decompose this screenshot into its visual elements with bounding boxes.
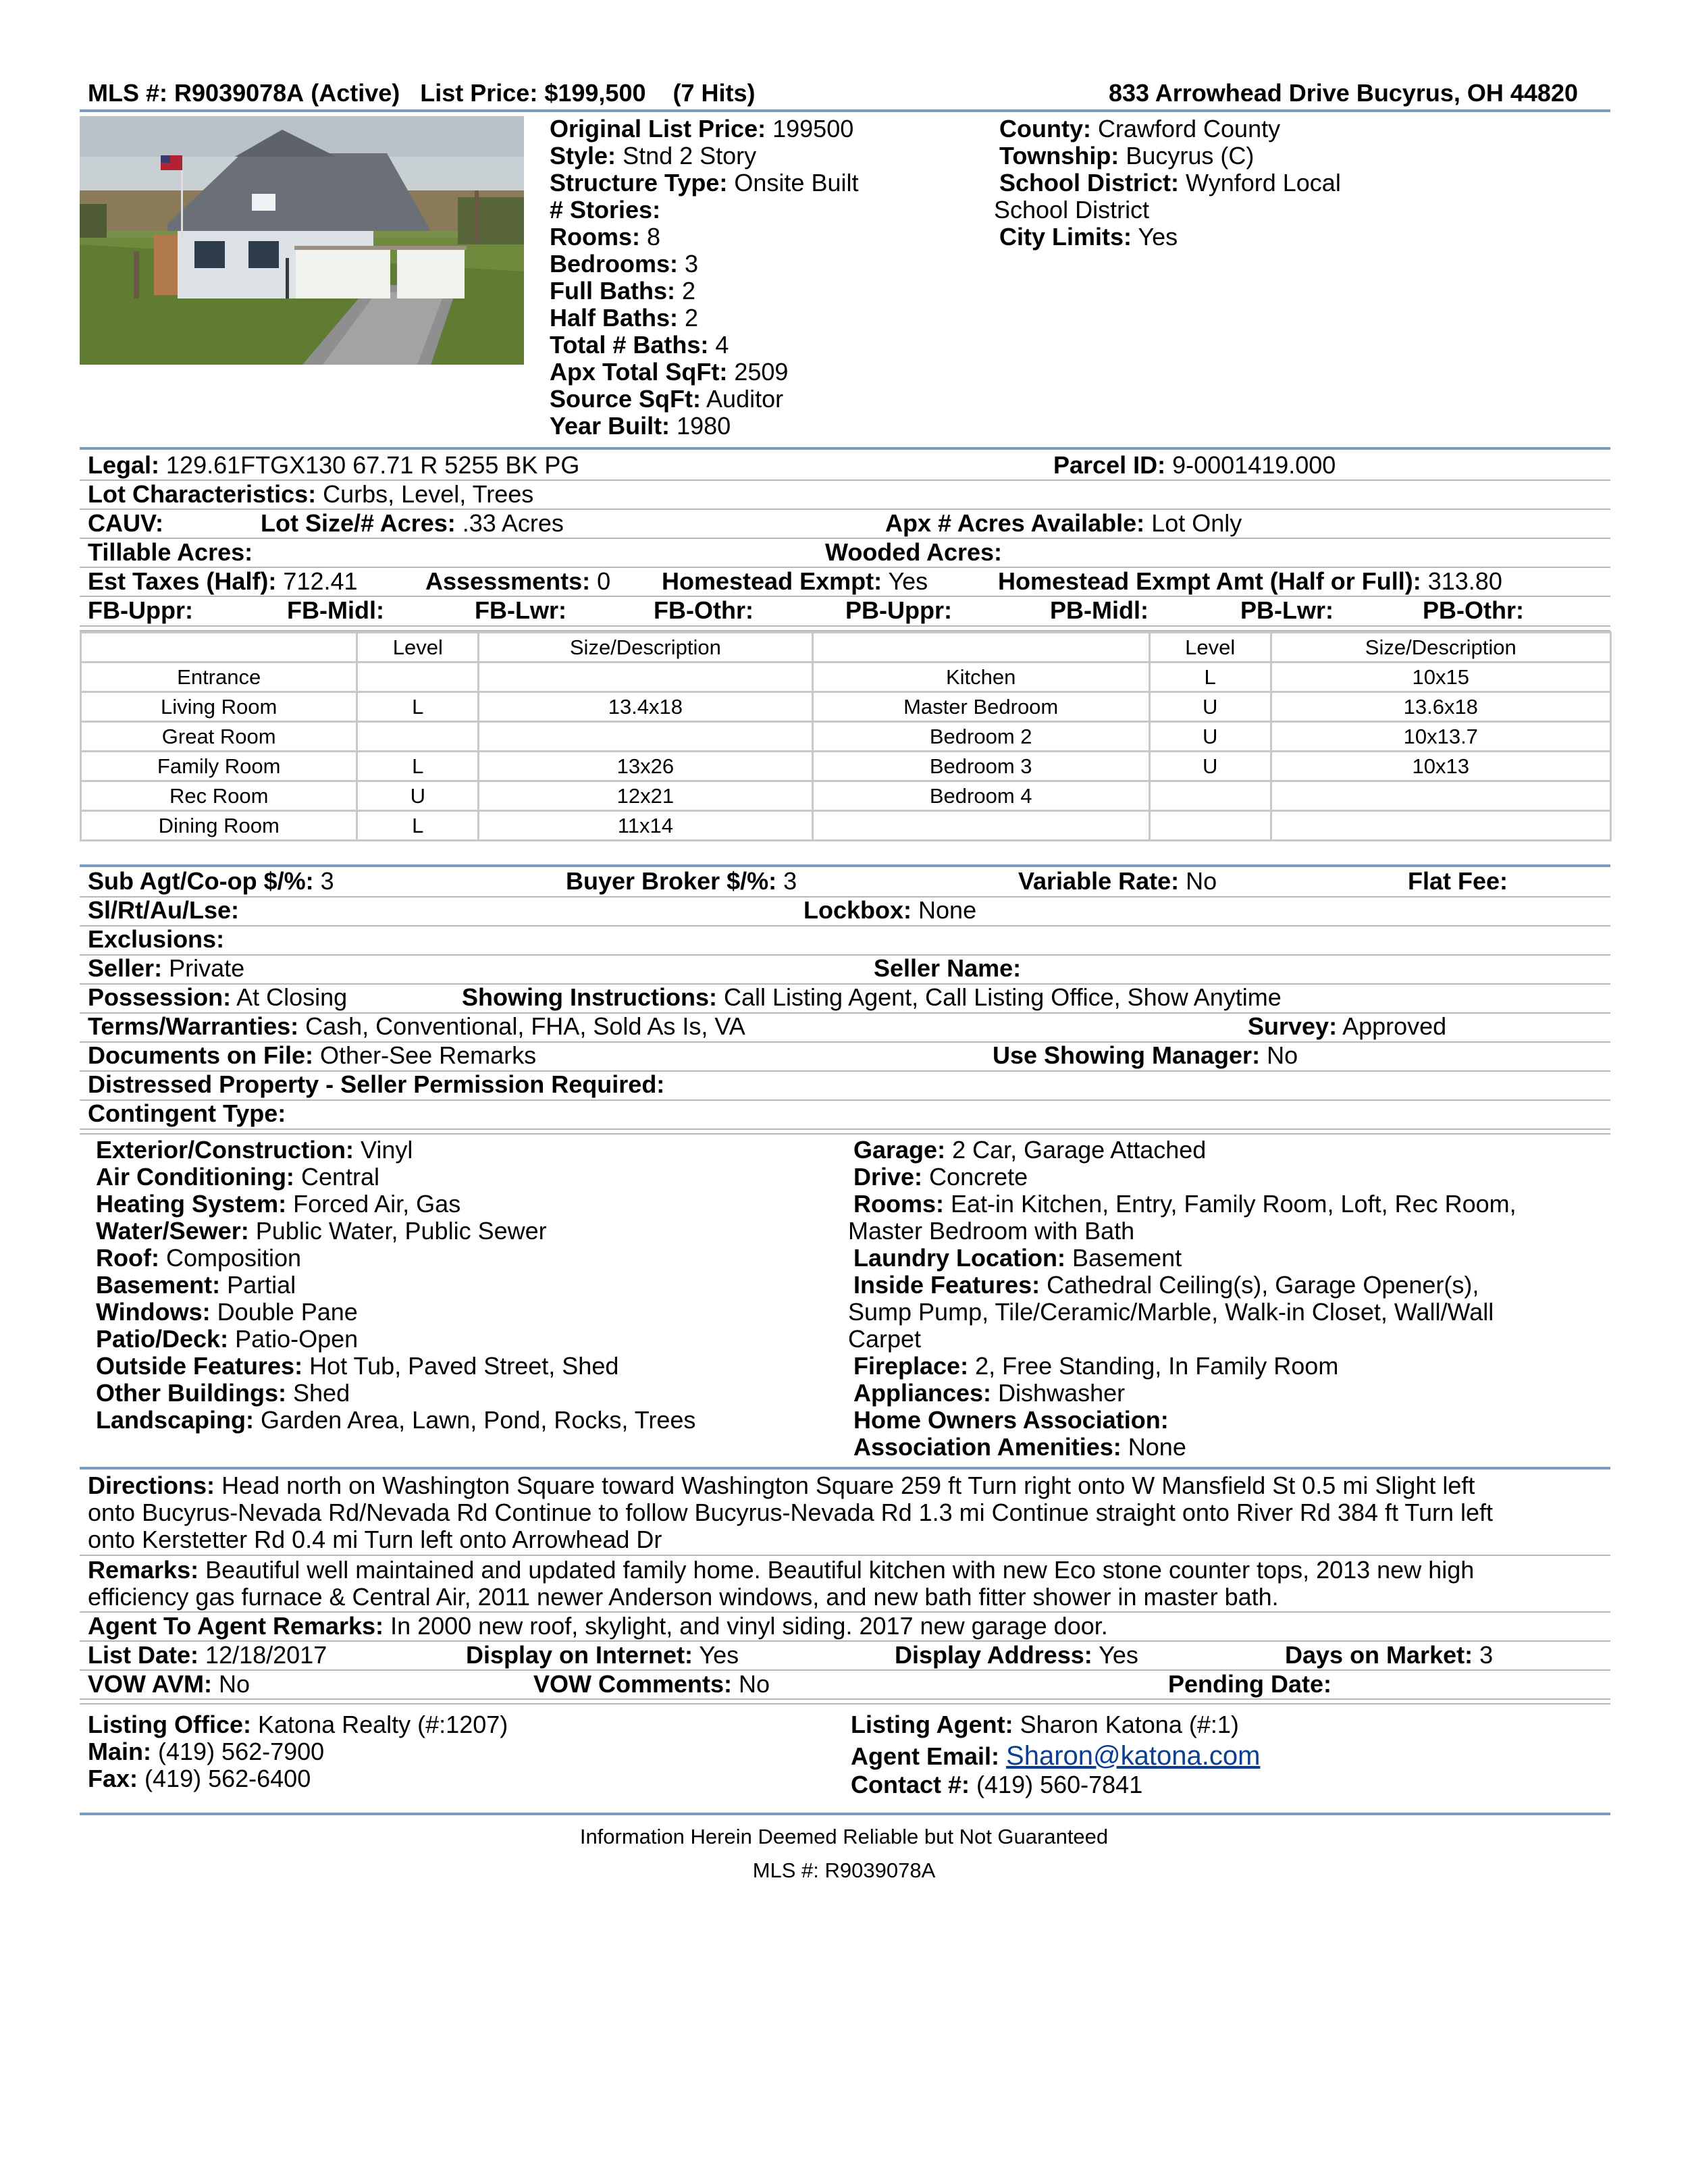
windows: Windows: Double Pane — [96, 1298, 358, 1326]
agent-remarks: Agent To Agent Remarks: In 2000 new roof, skylight, and vinyl siding. 2017 new garage door. — [88, 1612, 1108, 1640]
table-row — [81, 692, 1611, 722]
pb-midl: PB-Midl: — [1050, 596, 1149, 624]
office-fax: Fax: (419) 562-6400 — [88, 1765, 311, 1792]
other-buildings: Other Buildings: Shed — [96, 1379, 350, 1407]
seller: Seller: Private — [88, 954, 245, 982]
est-taxes: Est Taxes (Half): 712.41 — [88, 567, 358, 595]
agent-email-link[interactable]: Sharon@katona.com — [1006, 1741, 1261, 1771]
homestead-exmpt: Homestead Exmpt: Yes — [662, 567, 928, 595]
distressed-property: Distressed Property - Seller Permission Required: — [88, 1070, 665, 1098]
table-cell: U — [1149, 722, 1271, 752]
fb-midl: FB-Midl: — [287, 596, 384, 624]
days-on-market: Days on Market: 3 — [1285, 1641, 1494, 1669]
township: Township: Bucyrus (C) — [999, 142, 1255, 170]
table-cell — [357, 662, 479, 692]
garage: Garage: 2 Car, Garage Attached — [853, 1136, 1207, 1164]
table-cell: 13x26 — [479, 752, 812, 781]
legal: Legal: 129.61FTGX130 67.71 R 5255 BK PG — [88, 451, 580, 479]
cauv: CAUV: — [88, 509, 164, 537]
property-address: 833 Arrowhead Drive Bucyrus, OH 44820 — [1109, 79, 1578, 107]
table-cell: 11x14 — [479, 811, 812, 841]
table-cell: Family Room — [81, 752, 357, 781]
table-header: Size/Description — [1271, 633, 1610, 662]
lockbox: Lockbox: None — [803, 896, 977, 924]
tillable-acres: Tillable Acres: — [88, 538, 253, 566]
appliances: Appliances: Dishwasher — [853, 1379, 1126, 1407]
documents-on-file: Documents on File: Other-See Remarks — [88, 1041, 537, 1069]
lot-characteristics: Lot Characteristics: Curbs, Level, Trees — [88, 480, 534, 508]
table-cell: 13.6x18 — [1271, 692, 1610, 722]
table-cell: Master Bedroom — [812, 692, 1149, 722]
agent-contact: Contact #: (419) 560-7841 — [851, 1771, 1143, 1798]
exclusions: Exclusions: — [88, 925, 225, 953]
fireplace: Fireplace: 2, Free Standing, In Family Room — [853, 1352, 1339, 1380]
table-cell — [357, 722, 479, 752]
office-main-phone: Main: (419) 562-7900 — [88, 1738, 325, 1765]
listing-header: MLS #: R9039078A (Active) List Price: $199,500 (7 Hits) — [88, 79, 756, 107]
remarks: Remarks: Beautiful well maintained and updated family home. Beautiful kitchen with new Eco stone counter tops, 2013 new high efficiency gas furnace & Central Air, 2011 newer Anderson windows, and new bath fitter shower in master bath. — [88, 1556, 1475, 1611]
table-row — [81, 722, 1611, 752]
survey: Survey: Approved — [1248, 1012, 1447, 1040]
city-limits: City Limits: Yes — [999, 223, 1178, 251]
status-badge: (Active) — [311, 79, 400, 107]
hits-count: (7 Hits) — [672, 79, 756, 107]
table-cell: 10x15 — [1271, 662, 1610, 692]
table-cell: Dining Room — [81, 811, 357, 841]
table-cell — [1271, 811, 1610, 841]
table-cell: Rec Room — [81, 781, 357, 811]
flat-fee: Flat Fee: — [1408, 867, 1508, 895]
inside-features: Inside Features: Cathedral Ceiling(s), Garage Opener(s), — [853, 1271, 1479, 1299]
pb-uppr: PB-Uppr: — [845, 596, 952, 624]
table-cell: 13.4x18 — [479, 692, 812, 722]
table-row — [81, 662, 1611, 692]
water-sewer: Water/Sewer: Public Water, Public Sewer — [96, 1217, 547, 1245]
table-header — [812, 633, 1149, 662]
summary-left — [550, 115, 858, 440]
inside-features-cont2: Carpet — [848, 1325, 922, 1353]
table-header — [81, 633, 357, 662]
fb-othr: FB-Othr: — [654, 596, 754, 624]
pb-othr: PB-Othr: — [1423, 596, 1524, 624]
inside-features-cont: Sump Pump, Tile/Ceramic/Marble, Walk-in Closet, Wall/Wall — [848, 1298, 1494, 1326]
table-cell: Living Room — [81, 692, 357, 722]
school-district-cont: School District — [994, 196, 1150, 224]
table-header: Level — [1149, 633, 1271, 662]
table-cell — [812, 811, 1149, 841]
table-cell: U — [1149, 752, 1271, 781]
table-cell: Kitchen — [812, 662, 1149, 692]
parcel-id: Parcel ID: 9-0001419.000 — [1053, 451, 1336, 479]
acres-available: Apx # Acres Available: Lot Only — [885, 509, 1242, 537]
disclaimer: Information Herein Deemed Reliable but Not Guaranteed — [579, 1825, 1109, 1848]
air-conditioning: Air Conditioning: Central — [96, 1163, 380, 1191]
table-cell: Entrance — [81, 662, 357, 692]
original-list-price: Original List Price: 199500 — [550, 115, 854, 142]
seller-name: Seller Name: — [874, 954, 1022, 982]
table-cell: 12x21 — [479, 781, 812, 811]
wooded-acres: Wooded Acres: — [825, 538, 1003, 566]
landscaping: Landscaping: Garden Area, Lawn, Pond, Rocks, Trees — [96, 1406, 696, 1434]
half-baths: Half Baths: 2 — [550, 304, 699, 332]
table-cell: L — [357, 692, 479, 722]
table-header: Level — [357, 633, 479, 662]
sl-rt-au-lse: Sl/Rt/Au/Lse: — [88, 896, 240, 924]
table-cell: U — [357, 781, 479, 811]
showing-instructions: Showing Instructions: Call Listing Agent, Call Listing Office, Show Anytime — [462, 983, 1282, 1011]
county: County: Crawford County — [999, 115, 1281, 142]
table-cell: Bedroom 2 — [812, 722, 1149, 752]
table-row — [81, 752, 1611, 781]
year-built: Year Built: 1980 — [550, 412, 731, 440]
table-cell — [1149, 781, 1271, 811]
rooms-list: Rooms: Eat-in Kitchen, Entry, Family Room, Loft, Rec Room, — [853, 1190, 1516, 1218]
house-photo-icon[interactable] — [80, 116, 524, 365]
bedrooms: Bedrooms: 3 — [550, 250, 699, 278]
patio-deck: Patio/Deck: Patio-Open — [96, 1325, 359, 1353]
stories: # Stories: — [550, 196, 661, 224]
table-row — [81, 811, 1611, 841]
table-cell: Bedroom 3 — [812, 752, 1149, 781]
style: Style: Stnd 2 Story — [550, 142, 757, 170]
terms-warranties: Terms/Warranties: Cash, Conventional, FHA, Sold As Is, VA — [88, 1012, 745, 1040]
heating-system: Heating System: Forced Air, Gas — [96, 1190, 461, 1218]
laundry-location: Laundry Location: Basement — [853, 1244, 1182, 1272]
sub-agt: Sub Agt/Co-op $/%: 3 — [88, 867, 334, 895]
agent-name: Listing Agent: Sharon Katona (#:1) — [851, 1711, 1239, 1738]
table-header-row — [81, 633, 1611, 662]
display-on-internet: Display on Internet: Yes — [466, 1641, 739, 1669]
features-left — [96, 1137, 695, 1434]
table-row — [81, 781, 1611, 811]
source-sqft: Source SqFt: Auditor — [550, 385, 784, 413]
homestead-amt: Homestead Exmpt Amt (Half or Full): 313.80 — [998, 567, 1502, 595]
buyer-broker: Buyer Broker $/%: 3 — [566, 867, 797, 895]
listing-office — [88, 1711, 508, 1792]
agent-email: Agent Email: Sharon@katona.com — [851, 1741, 1261, 1771]
vow-avm: VOW AVM: No — [88, 1670, 250, 1698]
pending-date: Pending Date: — [1168, 1670, 1332, 1698]
lot-size: Lot Size/# Acres: .33 Acres — [261, 509, 564, 537]
list-price: $199,500 — [544, 79, 646, 107]
features-right — [848, 1136, 1516, 1461]
school-district: School District: Wynford Local — [999, 169, 1341, 197]
basement: Basement: Partial — [96, 1271, 296, 1299]
use-showing-manager: Use Showing Manager: No — [993, 1041, 1298, 1069]
office-name: Listing Office: Katona Realty (#:1207) — [88, 1711, 508, 1738]
summary-right — [994, 115, 1341, 251]
rooms-list-cont: Master Bedroom with Bath — [848, 1217, 1135, 1245]
total-baths: Total # Baths: 4 — [550, 331, 729, 359]
table-cell — [1271, 781, 1610, 811]
variable-rate: Variable Rate: No — [1018, 867, 1217, 895]
table-cell: L — [357, 752, 479, 781]
association-amenities: Association Amenities: None — [853, 1433, 1186, 1461]
pb-lwr: PB-Lwr: — [1240, 596, 1334, 624]
table-cell — [1149, 811, 1271, 841]
directions: Directions: Head north on Washington Square toward Washington Square 259 ft Turn right onto W Mansfield St 0.5 mi Slight left onto Bucyrus-Nevada Rd/Nevada Rd Continue to follow Bucyrus-Nevada Rd 1.3 mi Continue straight onto River Rd 384 ft Turn left onto Kerstetter Rd 0.4 mi Turn left onto Arrowhead Dr — [88, 1472, 1494, 1553]
outside-features: Outside Features: Hot Tub, Paved Street, Shed — [96, 1352, 619, 1380]
structure-type: Structure Type: Onsite Built — [550, 169, 859, 197]
table-cell — [479, 662, 812, 692]
roof: Roof: Composition — [96, 1244, 302, 1272]
table-cell: L — [1149, 662, 1271, 692]
listing-agent — [851, 1711, 1260, 1798]
table-cell: 10x13.7 — [1271, 722, 1610, 752]
display-address: Display Address: Yes — [895, 1641, 1138, 1669]
mls-number: R9039078A — [174, 79, 305, 107]
list-date: List Date: 12/18/2017 — [88, 1641, 327, 1669]
possession: Possession: At Closing — [88, 983, 348, 1011]
fb-uppr: FB-Uppr: — [88, 596, 193, 624]
table-cell: L — [357, 811, 479, 841]
table-cell — [479, 722, 812, 752]
table-header: Size/Description — [479, 633, 812, 662]
exterior-construction: Exterior/Construction: Vinyl — [96, 1136, 413, 1164]
apx-sqft: Apx Total SqFt: 2509 — [550, 358, 789, 386]
vow-comments: VOW Comments: No — [533, 1670, 770, 1698]
rooms-table — [80, 631, 1612, 841]
footer-mls: MLS #: R9039078A — [752, 1858, 936, 1882]
drive: Drive: Concrete — [853, 1163, 1028, 1191]
contingent-type: Contingent Type: — [88, 1099, 286, 1127]
home-owners-association: Home Owners Association: — [853, 1406, 1169, 1434]
assessments: Assessments: 0 — [425, 567, 611, 595]
table-cell: Great Room — [81, 722, 357, 752]
full-baths: Full Baths: 2 — [550, 277, 696, 305]
table-cell: 10x13 — [1271, 752, 1610, 781]
table-cell: U — [1149, 692, 1271, 722]
rooms-count: Rooms: 8 — [550, 223, 661, 251]
table-cell: Bedroom 4 — [812, 781, 1149, 811]
fb-lwr: FB-Lwr: — [475, 596, 566, 624]
